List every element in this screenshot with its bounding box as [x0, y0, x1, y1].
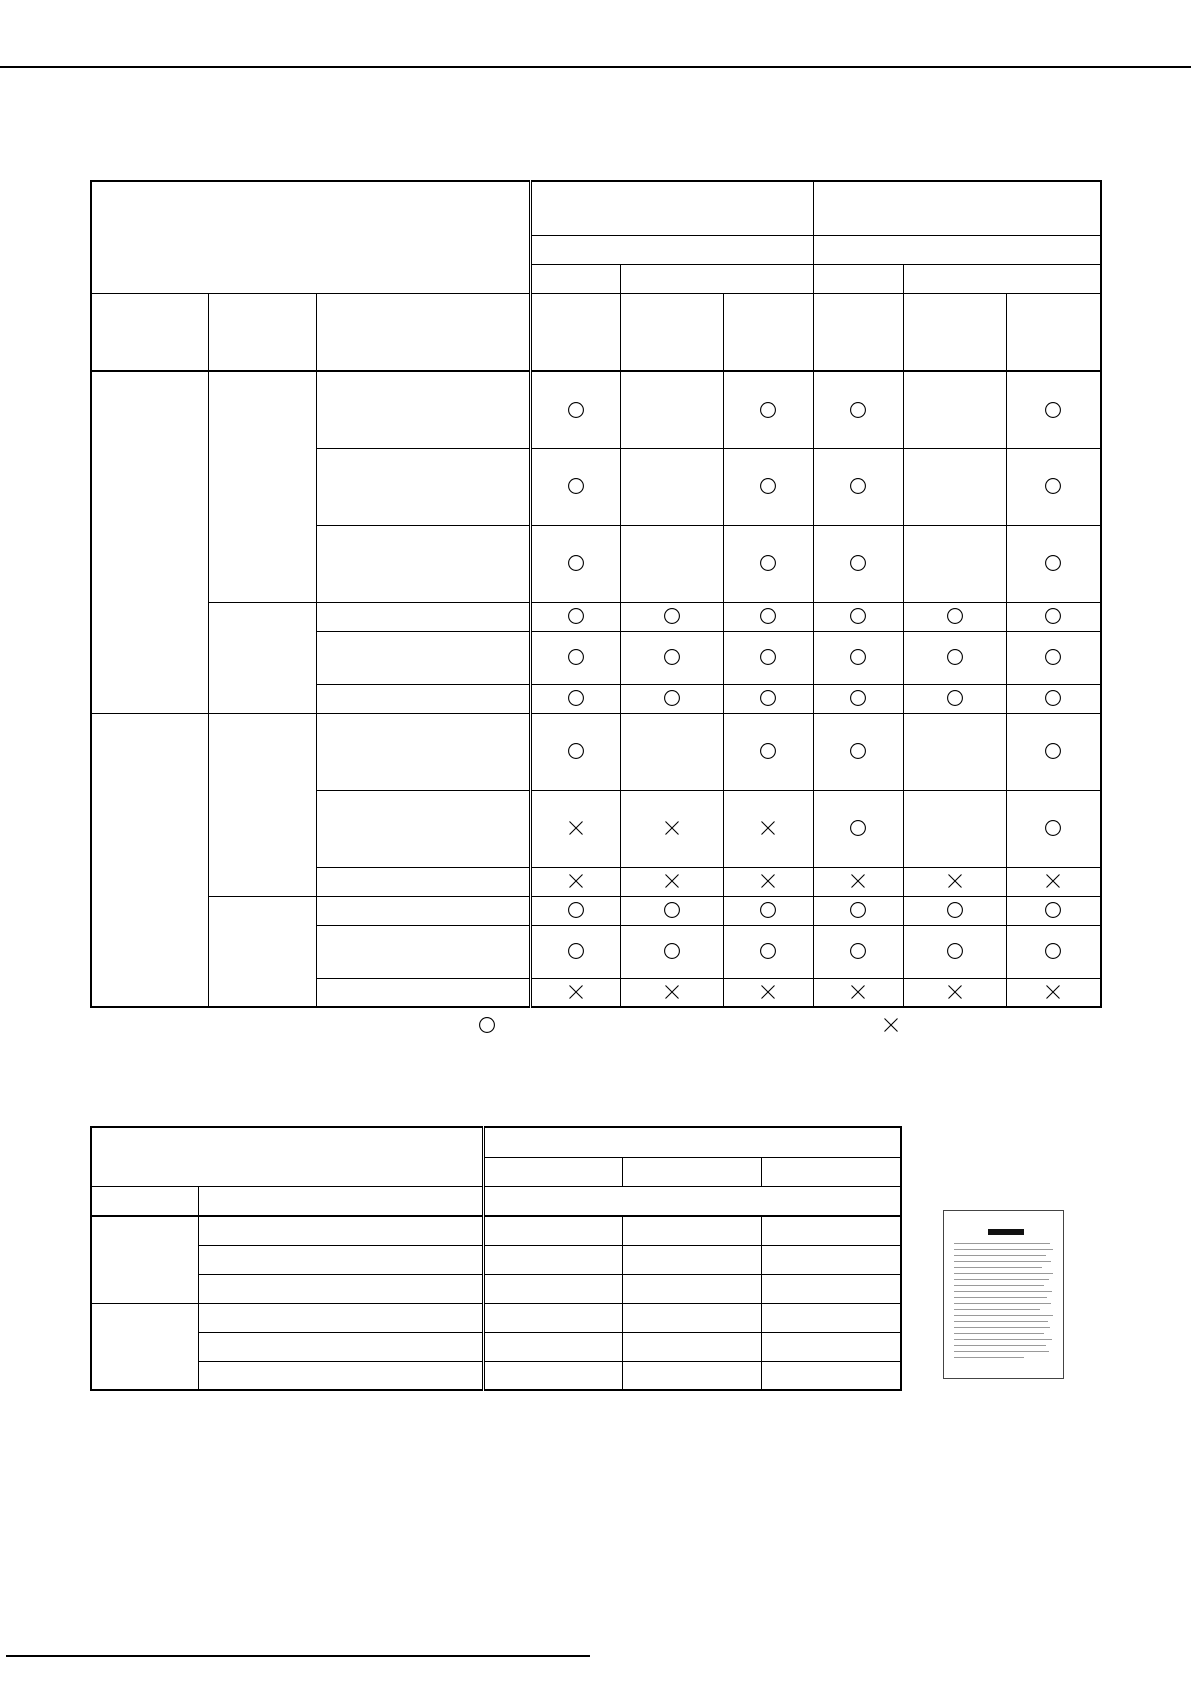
symbol-cell [723, 925, 813, 978]
circle-mark-icon [849, 648, 867, 666]
symbol-cell [1006, 371, 1101, 448]
symbol-cell [903, 867, 1006, 896]
table-cell [622, 1361, 761, 1390]
symbol-cell [530, 713, 620, 790]
symbol-cell [530, 448, 620, 525]
sub-col-header [622, 1157, 761, 1186]
circle-mark-icon [849, 554, 867, 572]
circle-mark-icon [567, 401, 585, 419]
sub-row-category-cell [91, 1303, 198, 1390]
table-row [91, 1274, 901, 1303]
symbol-cell [1006, 631, 1101, 684]
col-header [903, 293, 1006, 371]
symbol-cell [723, 631, 813, 684]
sub-corner-header-cell [91, 1127, 483, 1186]
symbol-cell [530, 978, 620, 1007]
table-row [91, 371, 1101, 448]
circle-mark-icon [849, 477, 867, 495]
symbol-cell [1006, 525, 1101, 602]
symbol-cell [723, 790, 813, 867]
symbol-cell [903, 978, 1006, 1007]
symbol-cell [903, 371, 1006, 448]
symbol-cell [723, 867, 813, 896]
cross-mark-icon [882, 1016, 900, 1034]
sub-row-label-cell [198, 1245, 483, 1274]
circle-mark-icon [663, 689, 681, 707]
group-b-header [813, 181, 1101, 235]
table-cell [761, 1245, 901, 1274]
circle-mark-icon [567, 607, 585, 625]
table-cell [483, 1216, 622, 1245]
col-header [530, 293, 620, 371]
symbol-cell [813, 448, 903, 525]
cross-mark-icon [567, 872, 585, 890]
footer-rule [6, 1655, 590, 1657]
row-label-cell [316, 448, 530, 525]
settings-table [90, 1126, 902, 1391]
symbol-cell [1006, 790, 1101, 867]
compatibility-table [90, 180, 1102, 1008]
circle-mark-icon [759, 942, 777, 960]
symbol-cell [1006, 602, 1101, 631]
circle-mark-icon [663, 648, 681, 666]
circle-mark-icon [946, 942, 964, 960]
sub-row-item-header [198, 1186, 483, 1216]
cross-mark-icon [946, 872, 964, 890]
symbol-cell [620, 684, 723, 713]
circle-mark-icon [849, 607, 867, 625]
table-cell [761, 1303, 901, 1332]
symbol-cell [813, 896, 903, 925]
symbol-cell [723, 525, 813, 602]
circle-mark-icon [567, 554, 585, 572]
table-cell [622, 1245, 761, 1274]
cross-mark-icon [1044, 872, 1062, 890]
circle-mark-icon [567, 901, 585, 919]
symbol-cell [723, 602, 813, 631]
row-item-header [316, 293, 530, 371]
table-row [91, 896, 1101, 925]
symbol-cell [813, 525, 903, 602]
table-row [91, 1361, 901, 1390]
circle-mark-icon [567, 648, 585, 666]
circle-mark-icon [663, 901, 681, 919]
symbol-cell [530, 867, 620, 896]
row-label-cell [316, 867, 530, 896]
sub-span-header [483, 1186, 901, 1216]
symbol-cell [620, 525, 723, 602]
circle-mark-icon [1044, 942, 1062, 960]
circle-mark-icon [1044, 742, 1062, 760]
symbol-cell [530, 525, 620, 602]
cross-mark-icon [663, 983, 681, 1001]
legend-available [478, 1016, 496, 1034]
circle-mark-icon [1044, 901, 1062, 919]
sub-row-label-cell [198, 1303, 483, 1332]
sub-row-category-header [91, 1186, 198, 1216]
symbol-cell [813, 978, 903, 1007]
group-b-subheader [813, 235, 1101, 264]
table-cell [761, 1274, 901, 1303]
sub-row-label-cell [198, 1361, 483, 1390]
symbol-cell [1006, 978, 1101, 1007]
symbol-cell [530, 371, 620, 448]
sub-group-header [483, 1127, 901, 1157]
legend-unavailable [882, 1016, 900, 1034]
row-label-cell [316, 925, 530, 978]
circle-mark-icon [759, 554, 777, 572]
group-a-col-1-header [530, 264, 620, 293]
col-header [1006, 293, 1101, 371]
row-label-cell [316, 371, 530, 448]
circle-mark-icon [478, 1016, 496, 1034]
table-cell [483, 1303, 622, 1332]
symbol-cell [903, 631, 1006, 684]
header-rule [0, 66, 1191, 68]
symbol-cell [1006, 684, 1101, 713]
row-subcategory-cell [208, 896, 316, 1007]
circle-mark-icon [849, 819, 867, 837]
row-subcategory-cell [208, 371, 316, 602]
symbol-cell [903, 896, 1006, 925]
row-label-cell [316, 978, 530, 1007]
circle-mark-icon [849, 901, 867, 919]
circle-mark-icon [1044, 648, 1062, 666]
circle-mark-icon [1044, 819, 1062, 837]
symbol-cell [620, 371, 723, 448]
symbol-cell [723, 978, 813, 1007]
row-category-header [91, 293, 208, 371]
circle-mark-icon [567, 742, 585, 760]
row-category-cell [91, 371, 208, 713]
sub-col-header [483, 1157, 622, 1186]
circle-mark-icon [567, 477, 585, 495]
symbol-cell [530, 684, 620, 713]
symbol-cell [813, 713, 903, 790]
symbol-cell [620, 978, 723, 1007]
group-a-subheader [530, 235, 813, 264]
circle-mark-icon [567, 689, 585, 707]
table-row [91, 1303, 901, 1332]
symbol-cell [723, 371, 813, 448]
symbol-cell [620, 602, 723, 631]
row-label-cell [316, 713, 530, 790]
table-cell [622, 1303, 761, 1332]
symbol-cell [620, 867, 723, 896]
circle-mark-icon [946, 607, 964, 625]
symbol-cell [903, 925, 1006, 978]
circle-mark-icon [759, 648, 777, 666]
circle-mark-icon [759, 607, 777, 625]
row-subcategory-cell [208, 713, 316, 896]
circle-mark-icon [759, 401, 777, 419]
table-row [91, 602, 1101, 631]
table-cell [483, 1361, 622, 1390]
row-label-cell [316, 684, 530, 713]
symbol-cell [620, 925, 723, 978]
row-label-cell [316, 631, 530, 684]
table-cell [483, 1274, 622, 1303]
col-header [723, 293, 813, 371]
circle-mark-icon [946, 901, 964, 919]
symbol-cell [620, 631, 723, 684]
symbol-cell [620, 790, 723, 867]
symbol-cell [813, 371, 903, 448]
symbol-cell [530, 925, 620, 978]
cross-mark-icon [849, 872, 867, 890]
circle-mark-icon [759, 742, 777, 760]
table-row [91, 1245, 901, 1274]
symbol-cell [723, 684, 813, 713]
row-subcategory-header [208, 293, 316, 371]
symbol-cell [530, 790, 620, 867]
document-page-icon [943, 1210, 1064, 1379]
symbol-cell [530, 896, 620, 925]
symbol-cell [620, 713, 723, 790]
cross-mark-icon [663, 819, 681, 837]
table-row [91, 1332, 901, 1361]
circle-mark-icon [567, 942, 585, 960]
circle-mark-icon [849, 401, 867, 419]
symbol-cell [530, 631, 620, 684]
row-label-cell [316, 896, 530, 925]
circle-mark-icon [759, 901, 777, 919]
symbol-cell [1006, 713, 1101, 790]
symbol-cell [1006, 925, 1101, 978]
symbol-cell [903, 602, 1006, 631]
col-header [620, 293, 723, 371]
cross-mark-icon [849, 983, 867, 1001]
symbol-cell [620, 448, 723, 525]
table-cell [761, 1361, 901, 1390]
symbol-cell [813, 602, 903, 631]
group-b-col-2-header [903, 264, 1101, 293]
cross-mark-icon [882, 1016, 900, 1034]
table-cell [622, 1216, 761, 1245]
table-cell [761, 1216, 901, 1245]
symbol-cell [813, 790, 903, 867]
circle-mark-icon [663, 942, 681, 960]
symbol-cell [723, 896, 813, 925]
table-cell [483, 1245, 622, 1274]
symbol-cell [813, 925, 903, 978]
cross-mark-icon [759, 983, 777, 1001]
group-a-col-2-header [620, 264, 813, 293]
sub-row-label-cell [198, 1274, 483, 1303]
cross-mark-icon [759, 819, 777, 837]
table-cell [483, 1332, 622, 1361]
table-cell [761, 1332, 901, 1361]
row-label-cell [316, 790, 530, 867]
table-cell [622, 1274, 761, 1303]
cross-mark-icon [1044, 983, 1062, 1001]
sub-row-category-cell [91, 1216, 198, 1303]
row-category-cell [91, 713, 208, 1007]
cross-mark-icon [759, 872, 777, 890]
symbol-cell [903, 790, 1006, 867]
circle-mark-icon [1044, 401, 1062, 419]
row-label-cell [316, 525, 530, 602]
corner-header-cell [91, 181, 530, 293]
circle-mark-icon [849, 942, 867, 960]
symbol-cell [813, 867, 903, 896]
symbol-cell [813, 631, 903, 684]
circle-mark-icon [759, 689, 777, 707]
circle-mark-icon [1044, 477, 1062, 495]
sub-row-label-cell [198, 1216, 483, 1245]
cross-mark-icon [567, 983, 585, 1001]
group-a-header [530, 181, 813, 235]
symbol-cell [620, 896, 723, 925]
symbol-cell [903, 448, 1006, 525]
col-header [813, 293, 903, 371]
group-b-col-1-header [813, 264, 903, 293]
circle-mark-icon [1044, 554, 1062, 572]
table-row [91, 713, 1101, 790]
symbol-cell [1006, 896, 1101, 925]
symbol-cell [1006, 867, 1101, 896]
circle-mark-icon [663, 607, 681, 625]
symbol-cell [1006, 448, 1101, 525]
sub-row-label-cell [198, 1332, 483, 1361]
cross-mark-icon [946, 983, 964, 1001]
row-label-cell [316, 602, 530, 631]
circle-mark-icon [1044, 689, 1062, 707]
circle-mark-icon [946, 689, 964, 707]
sub-col-header [761, 1157, 901, 1186]
circle-mark-icon [849, 689, 867, 707]
thumbnail-heading [988, 1229, 1024, 1235]
symbol-cell [530, 602, 620, 631]
table-cell [622, 1332, 761, 1361]
symbol-cell [903, 713, 1006, 790]
cross-mark-icon [567, 819, 585, 837]
circle-mark-icon [849, 742, 867, 760]
symbol-cell [903, 684, 1006, 713]
cross-mark-icon [663, 872, 681, 890]
circle-mark-icon [759, 477, 777, 495]
row-subcategory-cell [208, 602, 316, 713]
circle-mark-icon [478, 1016, 496, 1034]
symbol-cell [813, 684, 903, 713]
symbol-cell [903, 525, 1006, 602]
symbol-cell [723, 448, 813, 525]
table-row [91, 1216, 901, 1245]
circle-mark-icon [1044, 607, 1062, 625]
symbol-cell [723, 713, 813, 790]
circle-mark-icon [946, 648, 964, 666]
